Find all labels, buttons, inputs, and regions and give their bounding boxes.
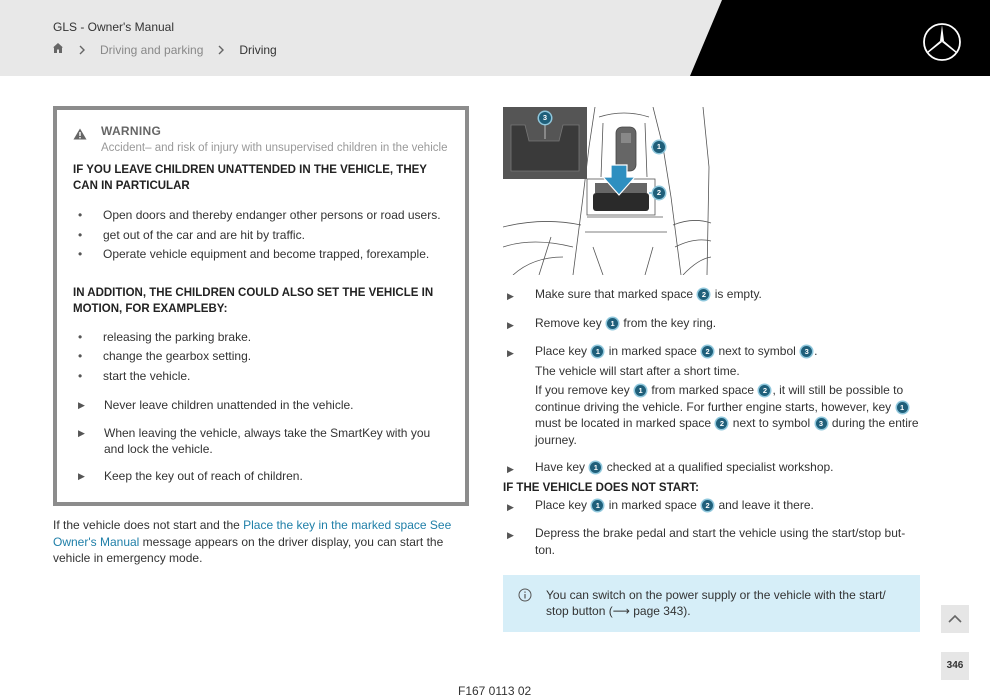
step-brake-start: ▶ Depress the brake pedal and start the vehicle using the start/stop but- ton. [507,526,906,557]
warning-subtitle: Accident– and risk of injury with unsupervised children in the vehicle [101,142,448,154]
page-number: 346 [941,652,969,680]
key-slot-diagram [503,107,713,275]
list-item: • Open doors and thereby endanger other persons or road users. [73,206,449,226]
callout-1: 1 [653,141,665,153]
step-remove-key: ▶ Remove key 1 from the key ring. [503,315,923,332]
info-note-box [503,575,920,632]
action-list [73,397,449,484]
warning-heading-motion: IN ADDITION, THE CHILDREN COULD ALSO SET THE VEHICLE IN MOTION, FOR EXAMPLEBY: [73,286,434,315]
emergency-mode-paragraph: If the vehicle does not start and the Place the key in the marked space See Owner's Manual message appears on the driver display, you can start the vehicle in emergency mode. [53,518,452,565]
header-bar [0,0,990,76]
list-item: • releasing the parking brake. [73,328,449,348]
chevron-right-icon [217,45,225,55]
callout-2: 2 [716,418,727,429]
warning-heading-unattended: IF YOU LEAVE CHILDREN UNATTENDED IN THE VEHICLE, THEY CAN IN PARTICULAR [73,164,427,192]
arrow-right-icon: ▶ [78,471,85,481]
callout-1: 1 [897,402,908,413]
arrow-right-icon: ▶ [507,464,514,474]
section-heading-not-start: IF THE VEHICLE DOES NOT START: [503,481,699,494]
breadcrumb [52,42,277,57]
figure-code: F167 0113 02 [458,684,532,698]
arrow-right-icon: ▶ [78,400,85,410]
step-place-key: ▶ Place key 1 in marked space 2 next to symbol 3 . [503,343,923,360]
breadcrumb-link-driving-and-parking[interactable]: Driving and parking [100,42,204,57]
step-place-key-again: ▶ Place key 1 in marked space 2 and leave it there. [503,497,923,514]
arrow-right-icon: ▶ [507,291,514,301]
note-text: If you remove key 1 from marked space 2 , it will still be possible to continue driving the vehicle. For further engine starts, however, key 1 must be located in marked space 2 next to symbol 3 during the entire journey. [535,383,919,447]
manual-title: GLS - Owner's Manual [53,20,175,34]
arrow-right-icon: ▶ [507,501,514,512]
arrow-right-icon: ▶ [507,319,514,330]
callout-1: 1 [592,346,603,357]
chevron-up-icon [948,614,962,624]
callout-1: 1 [635,385,646,396]
callout-1: 1 [592,500,603,511]
list-item: ▶ When leaving the vehicle, always take the SmartKey with you and lock the vehicle. [78,426,431,456]
callout-3: 3 [539,112,551,124]
step-check-space: ▶ Make sure that marked space 2 is empty. [503,286,923,303]
breadcrumb-current: Driving [239,42,277,57]
result-text: The vehicle will start after a short time. [535,363,740,378]
info-note-text: You can switch on the power supply or the vehicle with the start/ stop button (⟶ page 343). [546,588,886,618]
callout-2: 2 [702,500,713,511]
warning-triangle-icon [73,128,87,143]
list-item: • change the gearbox setting. [73,347,449,367]
callout-2: 2 [702,346,713,357]
arrow-right-icon: ▶ [507,530,514,540]
bullet-list-motion [73,328,449,387]
step-workshop: ▶ Have key 1 checked at a qualified specialist workshop. [503,459,923,476]
info-icon [518,588,532,605]
mercedes-star-logo [922,22,962,62]
warning-box [53,106,469,506]
callout-2: 2 [653,187,665,199]
callout-1: 1 [607,318,618,329]
list-item: • get out of the car and are hit by traffic. [73,226,449,246]
bullet-list-dangers [73,206,449,265]
home-icon[interactable] [52,42,64,57]
list-item: • Operate vehicle equipment and become trapped, forexample. [73,245,449,265]
callout-3: 3 [816,418,827,429]
callout-1: 1 [590,462,601,473]
list-item: ▶ Never leave children unattended in the vehicle. [78,398,354,412]
callout-2: 2 [698,289,709,300]
display-message-link[interactable]: Place the key in the marked space See Owner's Manual [53,518,452,549]
warning-title: WARNING [101,124,162,138]
start-procedure-steps [503,286,923,558]
chevron-right-icon [78,45,86,55]
list-item: ▶ Keep the key out of reach of children. [78,469,303,483]
list-item: • start the vehicle. [73,367,449,387]
callout-2: 2 [759,385,770,396]
callout-3: 3 [801,346,812,357]
arrow-right-icon: ▶ [78,428,85,438]
scroll-to-top-button[interactable] [941,605,969,633]
arrow-right-icon: ▶ [507,348,514,358]
